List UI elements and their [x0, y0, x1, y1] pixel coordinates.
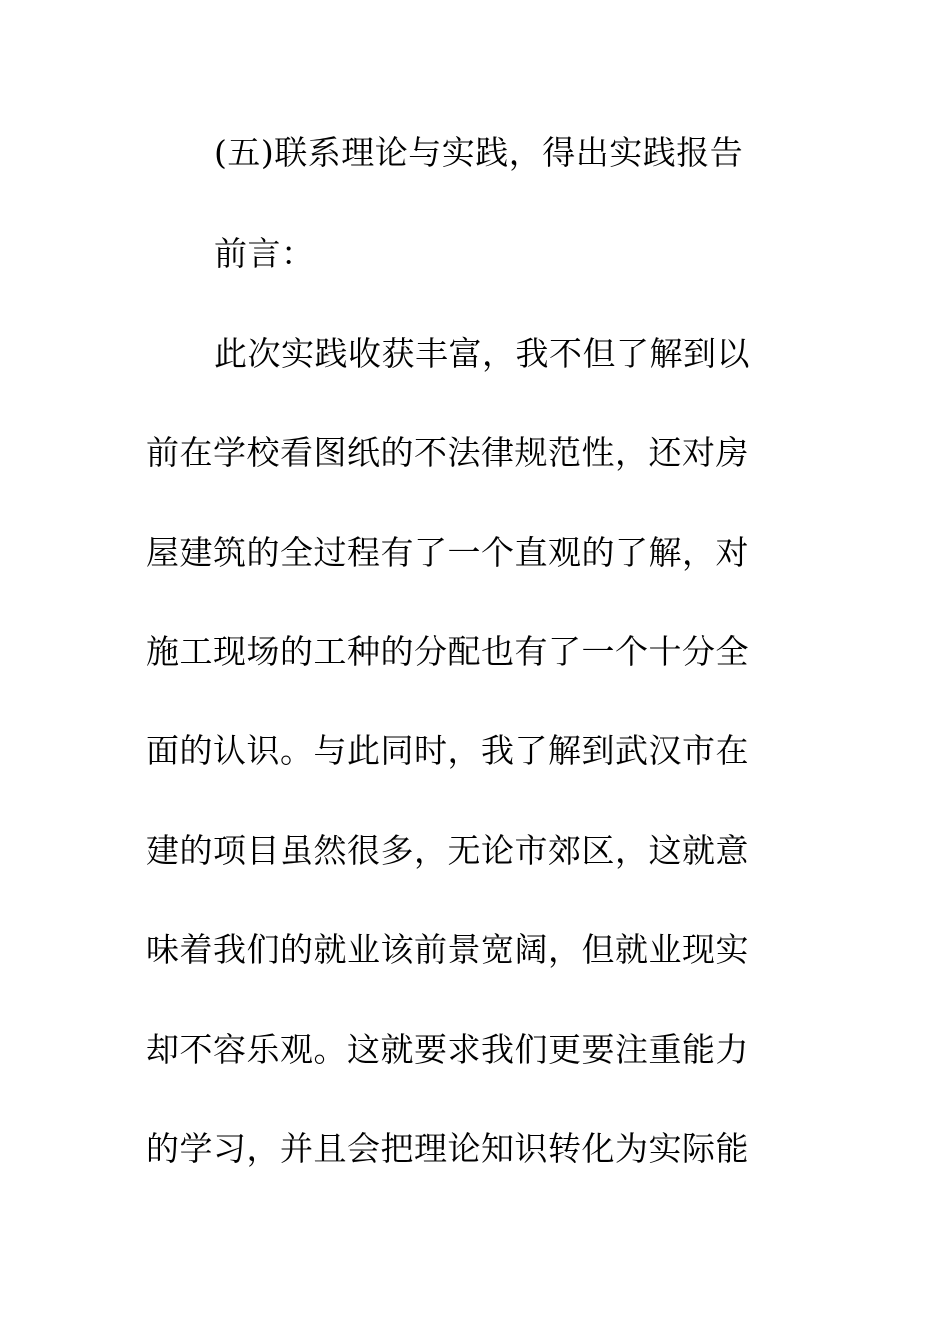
paragraph-line: 此次实践收获丰富，我不但了解到以 — [214, 334, 750, 373]
section-heading: (五)联系理论与实践，得出实践报告 — [214, 133, 744, 172]
paragraph-line: 的学习，并且会把理论知识转化为实际能 — [146, 1129, 749, 1168]
paragraph-line: 施工现场的工种的分配也有了一个十分全 — [146, 632, 749, 671]
paragraph-line: 前在学校看图纸的不法律规范性，还对房 — [146, 433, 749, 472]
paragraph-line: 却不容乐观。这就要求我们更要注重能力 — [146, 1030, 749, 1069]
paragraph-line: 味着我们的就业该前景宽阔，但就业现实 — [146, 930, 749, 969]
paragraph-line: 面的认识。与此同时，我了解到武汉市在 — [146, 731, 749, 770]
preface-label: 前言： — [214, 234, 315, 273]
paragraph-line: 建的项目虽然很多，无论市郊区，这就意 — [146, 831, 749, 870]
paragraph-line: 屋建筑的全过程有了一个直观的了解，对 — [146, 533, 749, 572]
